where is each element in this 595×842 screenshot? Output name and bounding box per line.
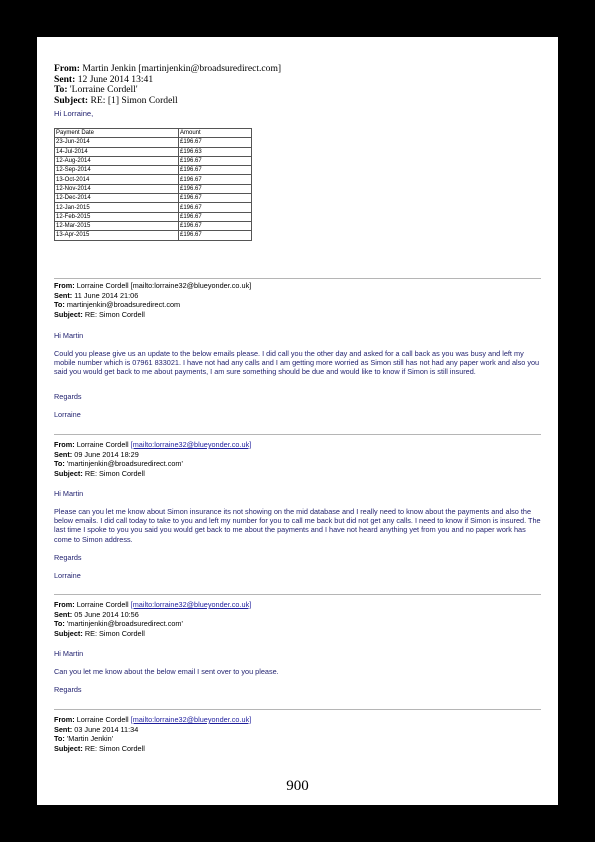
table-row [55, 231, 252, 240]
subject-label: Subject: [54, 628, 83, 638]
email-separator [54, 709, 541, 710]
sent-label: Sent: [54, 290, 73, 300]
from-name: Lorraine Cordell [76, 440, 129, 449]
payment-date-cell: 13-Oct-2014 [55, 175, 179, 184]
mailto-link[interactable]: [mailto:lorraine32@blueyonder.co.uk] [130, 440, 252, 449]
from-line [54, 440, 251, 450]
payment-date-cell: 12-Jan-2015 [55, 203, 179, 212]
mailto-text: [mailto:lorraine32@blueyonder.co.uk] [130, 281, 252, 290]
from-value: Martin Jenkin [martinjenkin@broadsuredirect.com] [82, 63, 282, 74]
payment-date-cell: 13-Apr-2015 [55, 231, 179, 240]
payment-date-cell: 12-Sep-2014 [55, 166, 179, 175]
email-header-1 [54, 281, 251, 319]
payment-date-cell: 12-Mar-2015 [55, 221, 179, 230]
email-salutation: Hi Martin [54, 489, 84, 498]
payment-amount-cell: £196.67 [179, 203, 252, 212]
from-label: From: [54, 63, 80, 74]
from-label: From: [54, 715, 75, 724]
subject-label: Subject: [54, 309, 83, 319]
payment-date-cell: 12-Nov-2014 [55, 184, 179, 193]
page-number: 900 [286, 778, 309, 794]
email-header-4 [54, 715, 251, 753]
email-salutation: Hi Martin [54, 649, 84, 658]
payment-date-cell: 12-Dec-2014 [55, 194, 179, 203]
sent-label: Sent: [54, 73, 76, 85]
payment-amount-cell: £196.67 [179, 212, 252, 221]
email-body: Could you please give us an update to the below emails please. I did call you the other day and asked for a call back as you was busy and left my mobile number which is 07961 833021. I have not had any calls and I am getting more worried as Simon still has not had any paper work and also you said you would get back to me about payments, I am sure something should be due and would like to know if Simon is still insured. [54, 349, 540, 377]
sent-label: Sent: [54, 724, 73, 734]
payment-date-cell: 12-Aug-2014 [55, 156, 179, 165]
table-row [55, 203, 252, 212]
payment-date-cell: 23-Jun-2014 [55, 138, 179, 147]
greeting: Hi Lorraine, [54, 109, 94, 118]
mailto-link[interactable]: [mailto:lorraine32@blueyonder.co.uk] [130, 600, 252, 609]
to-label: To: [54, 459, 65, 468]
table-row [55, 138, 252, 147]
table-header-row [55, 129, 252, 138]
payment-amount-cell: £196.67 [179, 166, 252, 175]
payment-date-cell: 14-Jul-2014 [55, 147, 179, 156]
payment-amount-cell: £196.67 [179, 138, 252, 147]
table-row [55, 166, 252, 175]
from-name: Lorraine Cordell [76, 715, 129, 724]
email-separator [54, 594, 541, 595]
payment-amount-cell: £196.67 [179, 221, 252, 230]
from-line [54, 600, 251, 610]
column-header-date: Payment Date [55, 129, 179, 138]
email-header-3 [54, 600, 251, 638]
payment-amount-cell: £196.67 [179, 194, 252, 203]
payment-table [54, 128, 252, 241]
from-name: Lorraine Cordell [76, 281, 129, 290]
subject-line [54, 744, 251, 754]
to-label: To: [54, 300, 65, 309]
from-line [54, 715, 251, 725]
subject-value: RE: Simon Cordell [84, 743, 145, 753]
to-line [54, 619, 251, 629]
to-line [54, 300, 251, 310]
to-value: 'martinjenkin@broadsuredirect.com' [66, 619, 183, 628]
payment-amount-cell: £196.67 [179, 175, 252, 184]
from-label: From: [54, 600, 75, 609]
sent-line [54, 450, 251, 460]
top-email-header [54, 64, 281, 106]
to-label: To: [54, 734, 65, 743]
email-regards: Regards [54, 392, 82, 401]
email-salutation: Hi Martin [54, 331, 84, 340]
subject-value: RE: Simon Cordell [84, 309, 145, 319]
subject-line [54, 96, 281, 107]
subject-label: Subject: [54, 94, 89, 106]
payment-amount-cell: £196.67 [179, 156, 252, 165]
to-label: To: [54, 619, 65, 628]
document-page [37, 37, 558, 805]
table-row [55, 221, 252, 230]
sent-label: Sent: [54, 449, 73, 459]
subject-line [54, 310, 251, 320]
sent-value: 12 June 2014 13:41 [77, 73, 154, 85]
email-regards: Regards [54, 685, 82, 694]
table-row [55, 212, 252, 221]
subject-label: Subject: [54, 468, 83, 478]
email-body: Can you let me know about the below email I sent over to you please. [54, 667, 279, 676]
sent-value: 09 June 2014 18:29 [74, 449, 139, 459]
to-line [54, 734, 251, 744]
from-label: From: [54, 440, 75, 449]
sent-line [54, 725, 251, 735]
subject-value: RE: [1] Simon Cordell [90, 94, 178, 106]
email-signature: Lorraine [54, 410, 81, 419]
email-separator [54, 278, 541, 279]
table-row [55, 175, 252, 184]
subject-label: Subject: [54, 743, 83, 753]
subject-line [54, 629, 251, 639]
to-value: 'Lorraine Cordell' [69, 84, 138, 95]
mailto-link[interactable]: [mailto:lorraine32@blueyonder.co.uk] [130, 715, 252, 724]
sent-value: 05 June 2014 10:56 [74, 609, 139, 619]
subject-line [54, 469, 251, 479]
payment-amount-cell: £196.67 [179, 184, 252, 193]
sent-value: 03 June 2014 11:34 [74, 724, 139, 734]
column-header-amount: Amount [179, 129, 252, 138]
from-name: Lorraine Cordell [76, 600, 129, 609]
from-label: From: [54, 281, 75, 290]
sent-line [54, 610, 251, 620]
table-row [55, 156, 252, 165]
to-label: To: [54, 84, 68, 95]
from-line [54, 281, 251, 291]
email-signature: Lorraine [54, 571, 81, 580]
sent-line [54, 291, 251, 301]
email-separator [54, 434, 541, 435]
to-value: martinjenkin@broadsuredirect.com [66, 300, 181, 309]
payment-date-cell: 12-Feb-2015 [55, 212, 179, 221]
email-regards: Regards [54, 553, 82, 562]
table-row [55, 147, 252, 156]
table-row [55, 194, 252, 203]
to-value: 'martinjenkin@broadsuredirect.com' [66, 459, 183, 468]
subject-value: RE: Simon Cordell [84, 628, 145, 638]
payment-amount-cell: £196.67 [179, 231, 252, 240]
table-row [55, 184, 252, 193]
sent-value: 11 June 2014 21:06 [74, 290, 139, 300]
to-line [54, 459, 251, 469]
subject-value: RE: Simon Cordell [84, 468, 145, 478]
sent-label: Sent: [54, 609, 73, 619]
to-value: 'Martin Jenkin' [66, 734, 114, 743]
email-body: Please can you let me know about Simon insurance its not showing on the mid database and I really need to know about the payments and also the below emails. I did call today to take to you and left my number for you to call me back but did not get any calls. I need to know if Simon is insured. The last time I spoke to you you said you would get back to me about the payments and I have not heard anything yet from you and no paper work has come to Simon address. [54, 507, 541, 544]
payment-amount-cell: £196.63 [179, 147, 252, 156]
email-header-2 [54, 440, 251, 478]
